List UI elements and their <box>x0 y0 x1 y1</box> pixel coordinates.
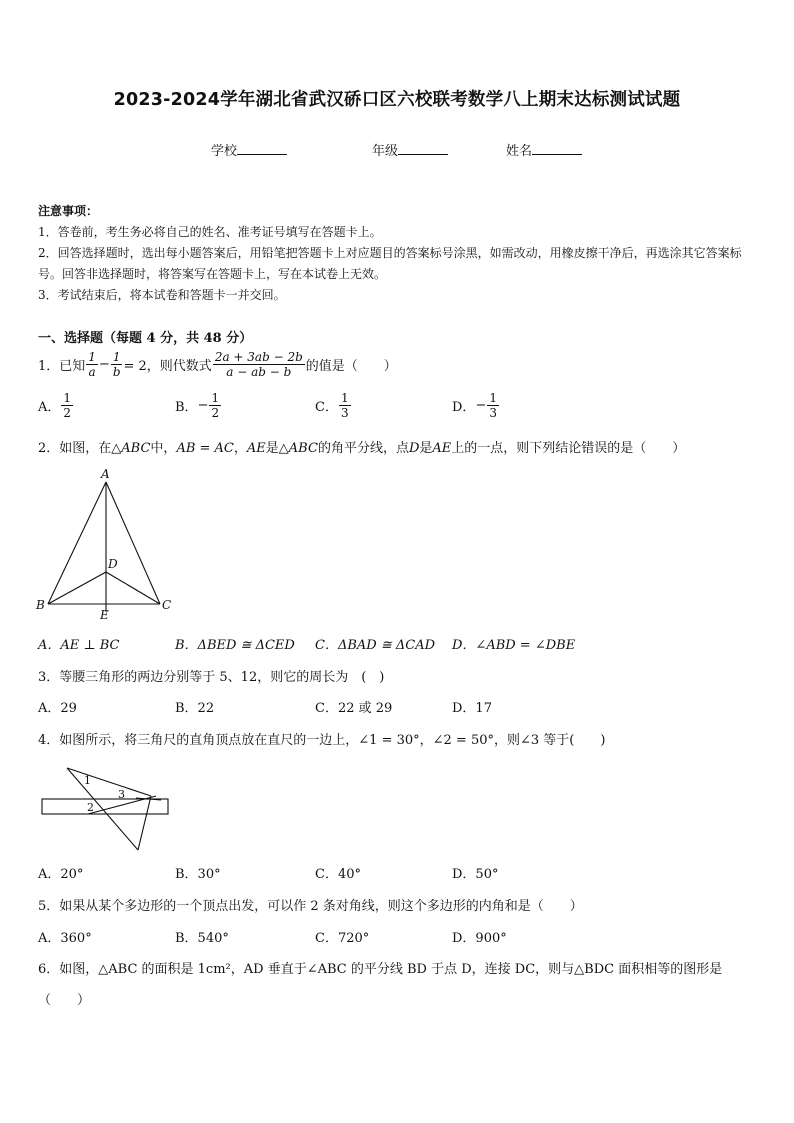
q4-ruler-triangle-figure <box>36 760 176 855</box>
q1-option-a[interactable]: A． $\frac{1}{2}$ <box>38 391 72 420</box>
q4-option-d[interactable]: D．50° <box>452 867 499 882</box>
line-ac <box>106 482 160 604</box>
q1-expression: $\frac{2a + 3ab - 2b}{a - ab - b}$ <box>214 350 303 379</box>
q1-option-c[interactable]: C． $\frac{1}{3}$ <box>315 391 349 420</box>
section-heading: 一、选择题（每题 4 分，共 48 分） <box>38 331 253 346</box>
q1-option-b[interactable]: B． − $\frac{1}{2}$ <box>175 391 220 420</box>
label-c: C <box>162 598 172 612</box>
q2-option-d[interactable]: D．∠ABD = ∠DBE <box>452 638 576 653</box>
question-1 <box>38 350 397 379</box>
line-ab <box>48 482 106 604</box>
q3-option-a[interactable]: A．29 <box>38 701 77 716</box>
q1-prefix: 1．已知 <box>38 359 86 374</box>
question-6: 6．如图，△ABC 的面积是 1cm²，AD 垂直于∠ABC 的平分线 BD 于点 D，连接 DC，则与△BDC 面积相等的图形是 <box>38 962 723 977</box>
notice-item-3: 3．考试结束后，将本试卷和答题卡一并交回。 <box>38 288 286 302</box>
school-field <box>211 140 287 159</box>
angle-1-label: 1 <box>84 774 91 787</box>
q4-option-b[interactable]: B．30° <box>175 867 221 882</box>
angle-2-label: 2 <box>87 801 94 814</box>
q1-suffix: 的值是（ ） <box>305 359 397 374</box>
grade-label: 年级 <box>372 144 399 159</box>
question-3: 3．等腰三角形的两边分别等于 5、12，则它的周长为 ( ) <box>38 670 385 685</box>
grade-blank[interactable] <box>398 142 448 155</box>
line-cd <box>106 572 160 604</box>
q5-option-a[interactable]: A．360° <box>38 931 92 946</box>
name-field <box>506 140 582 159</box>
name-label: 姓名 <box>506 144 533 159</box>
q1-fraction-2: $\frac{1}{b}$ <box>112 350 121 379</box>
label-e: E <box>100 608 109 622</box>
question-2: 2．如图，在△ABC中，AB = AC，AE是△ABC的角平分线，点D是AE上的一点，则下列结论错误的是（ ） <box>38 441 686 456</box>
q3-option-d[interactable]: D．17 <box>452 701 492 716</box>
q3-option-b[interactable]: B．22 <box>175 701 215 716</box>
question-6-tail: （ ） <box>38 993 91 1008</box>
line-bd <box>48 572 106 604</box>
name-blank[interactable] <box>532 142 582 155</box>
angle-3-label: 3 <box>118 788 125 801</box>
notice-item-1: 1．答卷前，考生务必将自己的姓名、准考证号填写在答题卡上。 <box>38 225 382 239</box>
q4-option-a[interactable]: A．20° <box>38 867 84 882</box>
q2-option-a[interactable]: A．AE ⊥ BC <box>38 638 120 653</box>
notice-item-2: 2．回答选择题时，选出每小题答案后，用铅笔把答题卡上对应题目的答案标号涂黑，如需改动，用橡皮擦干净后，再选涂其它答案标号。回答非选择题时，将答案写在答题卡上，写在本试卷上无效。 <box>38 246 742 281</box>
notice-heading: 注意事项： <box>38 204 99 218</box>
q2-option-c[interactable]: C．ΔBAD ≅ ΔCAD <box>315 638 436 653</box>
label-d: D <box>108 557 118 571</box>
q1-fraction-1: $\frac{1}{a}$ <box>88 350 96 379</box>
q1-minus: − <box>98 357 110 372</box>
school-label: 学校 <box>211 144 238 159</box>
q5-option-d[interactable]: D．900° <box>452 931 507 946</box>
q1-equation: = 2，则代数式 <box>123 359 212 374</box>
q5-option-b[interactable]: B．540° <box>175 931 229 946</box>
page-title: 2023-2024学年湖北省武汉硚口区六校联考数学八上期末达标测试试题 <box>113 90 681 110</box>
label-a: A <box>101 467 110 481</box>
q5-option-c[interactable]: C．720° <box>315 931 370 946</box>
question-4: 4．如图所示，将三角尺的直角顶点放在直尺的一边上，∠1 = 30°，∠2 = 50°，则∠3 等于( ) <box>38 733 606 748</box>
q2-triangle-figure <box>30 462 190 624</box>
grade-field <box>372 140 448 159</box>
q3-option-c[interactable]: C．22 或 29 <box>315 701 393 716</box>
q1-option-d[interactable]: D． − $\frac{1}{3}$ <box>452 391 497 420</box>
triangle-side-3 <box>138 796 151 850</box>
school-blank[interactable] <box>237 142 287 155</box>
q2-option-b[interactable]: B．ΔBED ≅ ΔCED <box>175 638 295 653</box>
label-b: B <box>36 598 45 612</box>
question-5: 5．如果从某个多边形的一个顶点出发，可以作 2 条对角线，则这个多边形的内角和是（ ） <box>38 899 583 914</box>
q4-option-c[interactable]: C．40° <box>315 867 361 882</box>
